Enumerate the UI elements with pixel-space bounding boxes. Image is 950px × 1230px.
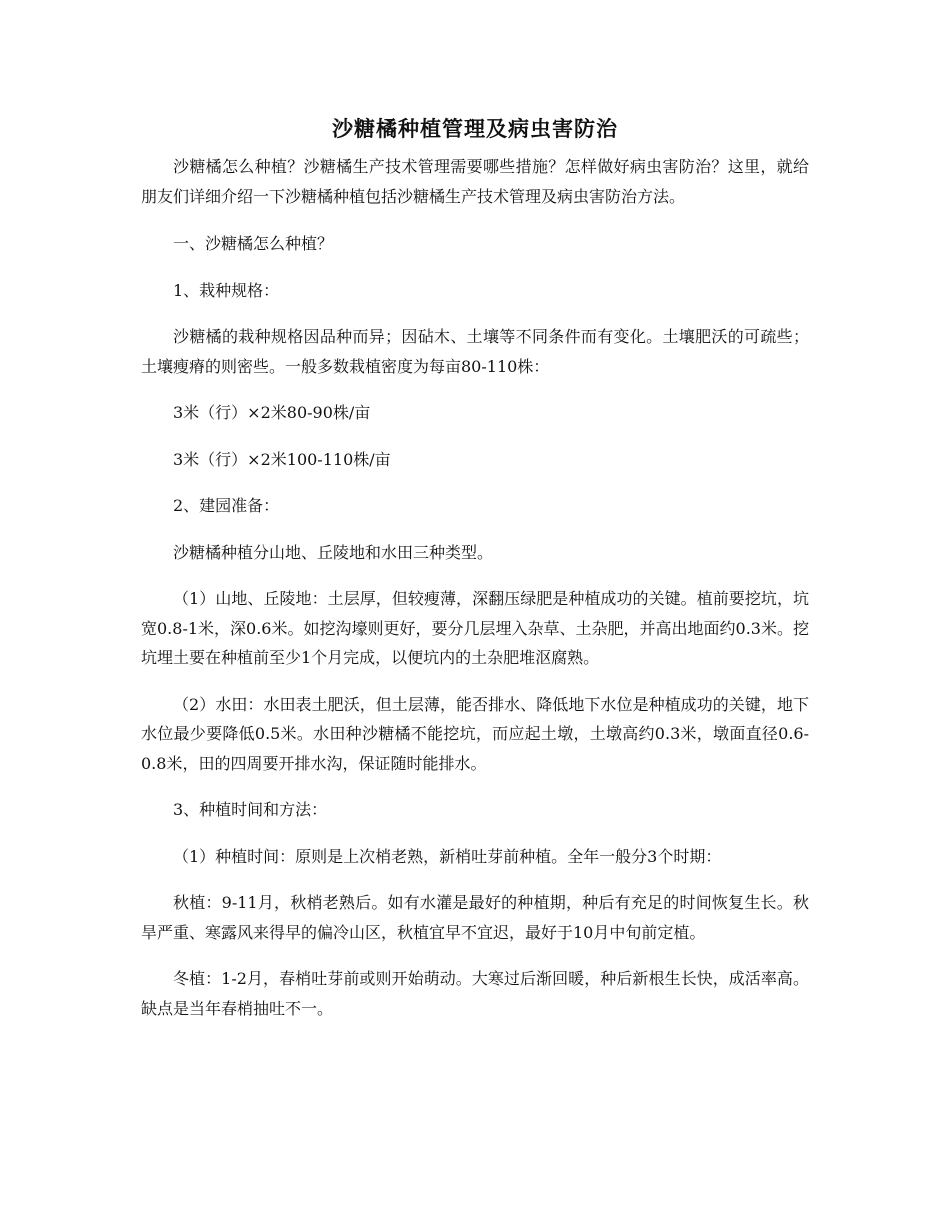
document-page [141,112,809,1040]
paragraph-spacing-2: 3米（行）×2米100-110株/亩 [173,449,391,469]
paragraph-land-types: 沙糖橘种植分山地、丘陵地和水田三种类型。 [173,542,494,562]
subheading-planting-spec: 1、栽种规格： [173,280,280,300]
paragraph-paddy-field: （2）水田：水田表土肥沃，但土层薄，能否排水、降低地下水位是种植成功的关键，地下水位最少要降低0.5米。水田种沙糖橘不能挖坑，而应起土墩，土墩高约0.3米，墩面直径0.6-0.8米，田的四周要开排水沟，保证随时能排水。 [141,694,809,773]
document-title: 沙糖橘种植管理及病虫害防治 [332,116,618,141]
paragraph-autumn-planting: 秋植：9-11月，秋梢老熟后。如有水灌是最好的种植期，种后有充足的时间恢复生长。秋旱严重、寒露风来得早的偏冷山区，秋植宜早不宜迟，最好于10月中旬前定植。 [141,893,809,942]
paragraph-hill-land: （1）山地、丘陵地：土层厚，但较瘦薄，深翻压绿肥是种植成功的关键。植前要挖坑，坑宽0.8-1米，深0.6米。如挖沟壕则更好，要分几层埋入杂草、土杂肥，并高出地面约0.3米。挖坑埋土要在种植前至少1个月完成，以便坑内的土杂肥堆沤腐熟。 [141,589,809,667]
paragraph-spacing-1: 3米（行）×2米80-90株/亩 [173,403,371,422]
paragraph-intro: 沙糖橘怎么种植？沙糖橘生产技术管理需要哪些措施？怎样做好病虫害防治？这里，就给朋友们详细介绍一下沙糖橘种植包括沙糖橘生产技术管理及病虫害防治方法。 [141,157,809,206]
paragraph-planting-density: 沙糖橘的栽种规格因品种而异；因砧木、土壤等不同条件而有变化。土壤肥沃的可疏些；土壤瘦瘠的则密些。一般多数栽植密度为每亩80-110株： [141,327,809,376]
section-heading-1: 一、沙糖橘怎么种植？ [173,234,334,253]
paragraph-planting-time-rule: （1）种植时间：原则是上次梢老熟，新梢吐芽前种植。全年一般分3个时期： [173,846,722,866]
subheading-planting-time: 3、种植时间和方法： [173,800,328,819]
paragraph-winter-planting: 冬植：1-2月，春梢吐芽前或则开始萌动。大寒过后渐回暖，种后新根生长快，成活率高。缺点是当年春梢抽吐不一。 [141,969,809,1018]
subheading-orchard-prep: 2、建园准备： [173,496,280,515]
